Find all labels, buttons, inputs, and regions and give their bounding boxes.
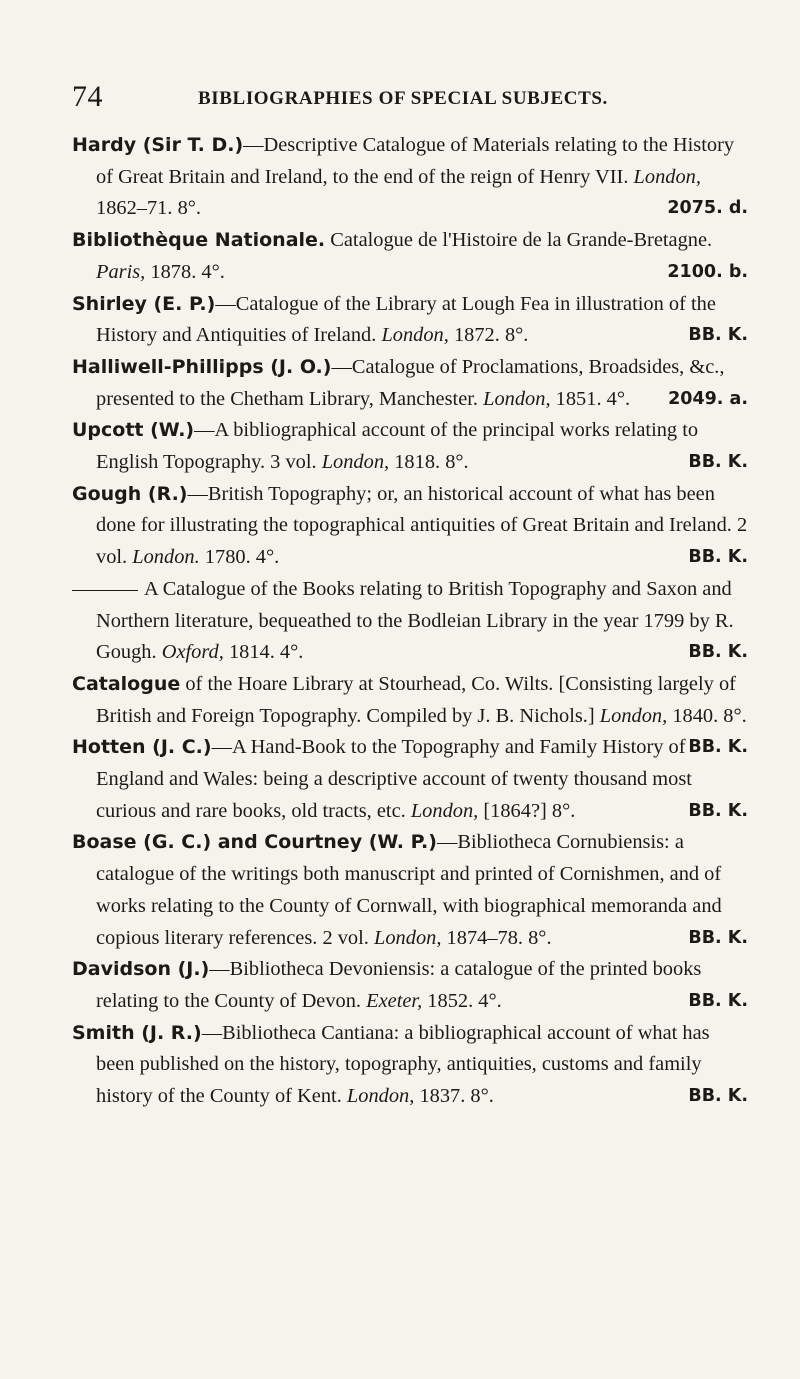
entry-author: Bibliothèque Nationale. bbox=[72, 229, 326, 252]
entry-author: Catalogue bbox=[72, 672, 181, 695]
shelf-mark: BB. K. bbox=[688, 547, 748, 568]
entry-author: Gough (R.) bbox=[72, 482, 188, 505]
entry-imprint: 1852. 4°. bbox=[427, 989, 502, 1012]
entry-description: of the Hoare Library at Stourhead, Co. Wilts. [Consisting largely of British and Foreign Topography. Compiled by J. B. Nichols.] bbox=[96, 672, 736, 727]
page-number: 74 bbox=[72, 80, 103, 113]
bibliography-entry bbox=[72, 352, 748, 415]
shelf-mark: BB. K. bbox=[688, 737, 748, 758]
entry-author: Shirley (E. P.) bbox=[72, 292, 216, 315]
shelf-mark: BB. K. bbox=[688, 452, 748, 473]
entry-imprint: 1780. 4°. bbox=[204, 546, 280, 569]
entry-description: —Bibliotheca Cornubiensis: a catalogue of the writings both manuscript and printed of Cornishmen, and of works relating to the County of Cornwall, with biographical memoranda and copious literary references. 2 vol. bbox=[96, 831, 722, 949]
entry-imprint: 1862–71. 8°. bbox=[96, 197, 202, 220]
entry-author: Davidson (J.) bbox=[72, 958, 210, 981]
entry-author: Boase (G. C.) and Courtney (W. P.) bbox=[72, 831, 437, 854]
entry-description: —A bibliographical account of the principal works relating to English Topography. 3 vol. bbox=[96, 419, 699, 474]
entry-description: —A Hand-Book to the Topography and Family History of England and Wales: being a descriptive account of twenty thousand most curious and rare books, old tracts, etc. bbox=[96, 736, 692, 822]
entry-description: —Catalogue of the Library at Lough Fea in illustration of the History and Antiquities of Ireland. bbox=[96, 292, 716, 347]
shelf-mark: BB. K. bbox=[688, 990, 748, 1011]
entry-author: Hotten (J. C.) bbox=[72, 736, 212, 759]
bibliography-entry bbox=[72, 225, 748, 288]
entry-place: London, bbox=[321, 451, 390, 474]
entry-imprint: 1851. 4°. bbox=[555, 387, 631, 410]
bibliography-entry bbox=[72, 954, 748, 1017]
entry-place: London, bbox=[346, 1085, 415, 1108]
entry-imprint: 1874–78. 8°. bbox=[446, 926, 552, 949]
entry-author: Upcott (W.) bbox=[72, 419, 195, 442]
shelf-mark: 2075. d. bbox=[667, 198, 748, 219]
shelf-mark: BB. K. bbox=[688, 325, 748, 346]
shelf-mark: BB. K. bbox=[688, 927, 748, 948]
bibliography-entry bbox=[72, 289, 748, 352]
ditto-rule bbox=[72, 590, 138, 591]
entry-place: Oxford, bbox=[161, 641, 224, 664]
bibliography-entry bbox=[72, 1018, 748, 1113]
entry-author: Halliwell-Phillipps (J. O.) bbox=[72, 355, 332, 378]
entry-imprint: 1837. 8°. bbox=[419, 1085, 494, 1108]
entry-description: —Descriptive Catalogue of Materials relating to the History of Great Britain and Ireland, to the end of the reign of Henry VII. bbox=[96, 134, 735, 188]
entry-imprint: [1864?] 8°. bbox=[483, 799, 576, 822]
entry-place: London, bbox=[410, 799, 479, 822]
entry-description: Catalogue de l'Histoire de la Grande-Bretagne. bbox=[330, 229, 713, 252]
bibliography-entry bbox=[72, 827, 748, 954]
entry-place: London, bbox=[374, 926, 442, 949]
entry-imprint: 1840. 8°. bbox=[672, 704, 747, 727]
entry-author: Hardy (Sir T. D.) bbox=[72, 134, 244, 156]
bibliography-entry bbox=[72, 415, 748, 478]
page-header bbox=[72, 80, 732, 116]
shelf-mark: BB. K. bbox=[688, 1086, 748, 1107]
entry-description: —Bibliotheca Cantiana: a bibliographical account of what has been published on the history, topography, antiquities, customs and family history of the County of Kent. bbox=[96, 1021, 710, 1108]
bibliography-entry bbox=[72, 574, 748, 669]
bibliography-entry bbox=[72, 479, 748, 574]
shelf-mark: 2100. b. bbox=[667, 261, 748, 282]
entry-description: —Catalogue of Proclamations, Broadsides, &c., presented to the Chetham Library, Manchester. bbox=[96, 355, 725, 410]
bibliography-entry bbox=[72, 130, 748, 225]
entry-place: London. bbox=[132, 546, 200, 569]
shelf-mark: BB. K. bbox=[688, 642, 748, 663]
entry-place: London, bbox=[483, 387, 551, 410]
bibliography-entry bbox=[72, 732, 748, 827]
shelf-mark: 2049. a. bbox=[668, 388, 748, 409]
entry-imprint: 1872. 8°. bbox=[453, 324, 529, 347]
entry-description: —British Topography; or, an historical account of what has been done for illustrating the topographical antiquities of Great Britain and Ireland. 2 vol. bbox=[96, 482, 748, 569]
entry-place: London, bbox=[633, 165, 701, 188]
bibliography-entries bbox=[72, 130, 748, 1113]
shelf-mark: BB. K. bbox=[688, 800, 748, 821]
entry-place: Paris, bbox=[96, 260, 146, 283]
running-head: BIBLIOGRAPHIES OF SPECIAL SUBJECTS. bbox=[198, 88, 608, 109]
entry-author: Smith (J. R.) bbox=[72, 1021, 202, 1044]
entry-place: Exeter, bbox=[366, 989, 423, 1012]
entry-place: London, bbox=[381, 324, 449, 347]
entry-description: A Catalogue of the Books relating to British Topography and Saxon and Northern literature, bequeathed to the Bodleian Library in the year 1799 by R. Gough. bbox=[96, 577, 734, 664]
entry-imprint: 1878. 4°. bbox=[150, 260, 225, 283]
entry-imprint: 1818. 8°. bbox=[394, 451, 469, 474]
entry-place: London, bbox=[599, 704, 668, 727]
entry-imprint: 1814. 4°. bbox=[228, 641, 304, 664]
entry-description: —Bibliotheca Devoniensis: a catalogue of the printed books relating to the County of Devon. bbox=[96, 958, 702, 1012]
